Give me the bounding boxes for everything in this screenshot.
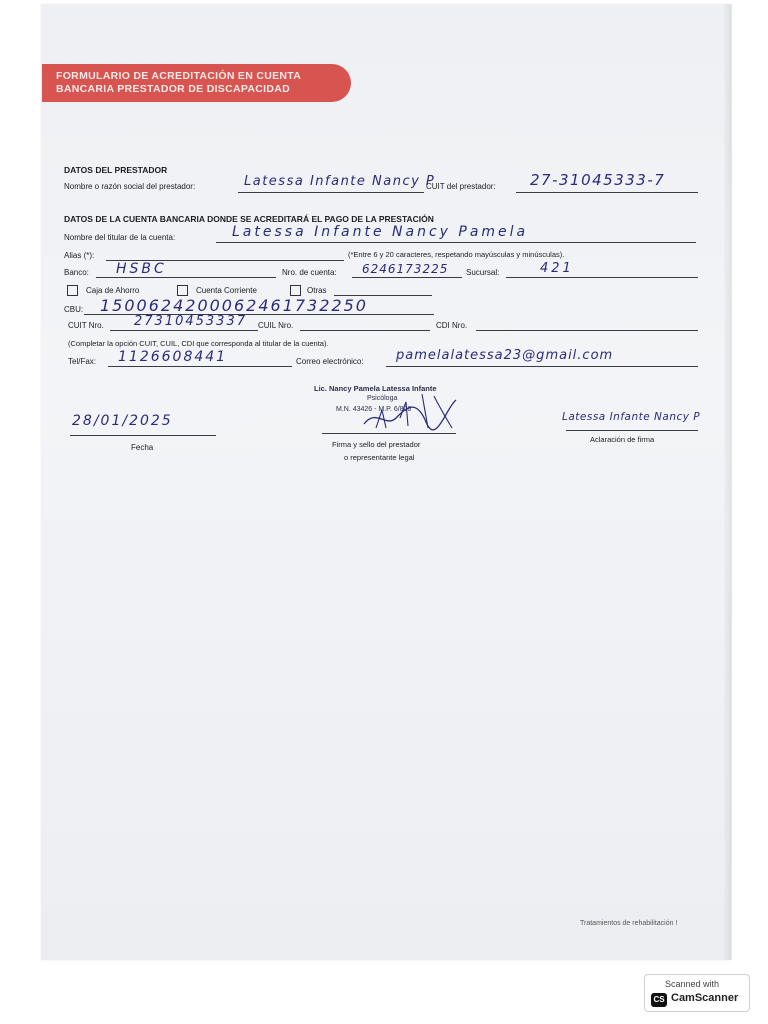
fecha-label: Fecha — [131, 443, 154, 452]
nro-cuenta-line — [352, 277, 462, 278]
page-edge-shadow — [724, 4, 732, 960]
banco-label: Banco: — [64, 268, 89, 277]
fecha-value[interactable]: 28/01/2025 — [72, 413, 173, 429]
form-title-line1: FORMULARIO DE ACREDITACIÓN EN CUENTA — [56, 70, 302, 82]
cuil-label: CUIL Nro. — [258, 321, 294, 330]
completar-note: (Completar la opción CUIT, CUIL, CDI que corresponda al titular de la cuenta). — [68, 339, 329, 348]
section-title-cuenta: DATOS DE LA CUENTA BANCARIA DONDE SE ACREDITARÁ EL PAGO DE LA PRESTACIÓN — [64, 214, 434, 224]
section-title-prestador: DATOS DEL PRESTADOR — [64, 165, 168, 175]
cdi-line[interactable] — [476, 330, 698, 331]
tel-value[interactable]: 1126608441 — [118, 349, 228, 365]
fecha-line — [70, 435, 216, 436]
checkbox-caja-ahorro[interactable] — [67, 285, 78, 296]
prestador-cuit-label: CUIT del prestador: — [426, 182, 496, 191]
stamp-line1: Lic. Nancy Pamela Latessa Infante — [314, 384, 437, 393]
email-line — [386, 366, 698, 367]
tel-line — [108, 366, 292, 367]
firma-line[interactable] — [322, 433, 456, 434]
firma-label-2: o representante legal — [344, 453, 415, 462]
email-label: Correo electrónico: — [296, 357, 364, 366]
firma-label-1: Firma y sello del prestador — [332, 440, 421, 449]
camscanner-scanned-with: Scanned with — [665, 979, 720, 989]
cdi-label: CDI Nro. — [436, 321, 468, 330]
prestador-name-label: Nombre o razón social del prestador: — [64, 182, 196, 191]
stamp-line2: Psicóloga — [367, 395, 398, 402]
titular-value[interactable]: Latessa Infante Nancy Pamela — [232, 224, 529, 240]
signature-scribble — [356, 388, 466, 438]
sucursal-value[interactable]: 421 — [540, 261, 574, 276]
titular-label: Nombre del titular de la cuenta: — [64, 233, 176, 242]
prestador-cuit-value[interactable]: 27-31045333-7 — [530, 171, 666, 189]
aclaracion-value[interactable]: Latessa Infante Nancy P — [562, 411, 701, 423]
camscanner-logo-icon: CS — [651, 993, 667, 1007]
checkbox-caja-ahorro-label: Caja de Ahorro — [86, 286, 140, 295]
sucursal-label: Sucursal: — [466, 268, 500, 277]
alias-note: (*Entre 6 y 20 caracteres, respetando mayúsculas y minúsculas). — [348, 250, 565, 259]
banco-line — [96, 277, 276, 278]
titular-line — [216, 242, 696, 243]
cbu-value[interactable]: 1500624200062461732250 — [100, 296, 368, 315]
form-title-line2: BANCARIA PRESTADOR DE DISCAPACIDAD — [56, 83, 291, 95]
cuit-nro-value[interactable]: 27310453337 — [134, 314, 247, 329]
document-page — [41, 4, 731, 960]
alias-label: Alias (*): — [64, 251, 95, 260]
checkbox-otras-label: Otras — [307, 286, 327, 295]
prestador-name-value[interactable]: Latessa Infante Nancy P — [244, 174, 436, 189]
checkbox-cuenta-corriente[interactable] — [177, 285, 188, 296]
cuil-line[interactable] — [300, 330, 430, 331]
email-value[interactable]: pamelalatessa23@gmail.com — [396, 348, 614, 363]
cbu-label: CBU: — [64, 305, 84, 314]
nro-cuenta-label: Nro. de cuenta: — [282, 268, 337, 277]
aclaracion-label: Aclaración de firma — [590, 435, 655, 444]
form-title-banner — [42, 64, 351, 102]
nro-cuenta-value[interactable]: 6246173225 — [362, 262, 449, 276]
prestador-cuit-line — [516, 192, 698, 193]
camscanner-badge — [644, 974, 750, 1012]
stamp-line3: M.N. 43426 - M.P. 6/808 — [336, 406, 412, 413]
tel-label: Tel/Fax: — [68, 357, 97, 366]
footer-text: Tratamientos de rehabilitación ! — [580, 920, 678, 927]
aclaracion-line — [566, 430, 698, 431]
cuit-nro-line — [110, 330, 258, 331]
camscanner-name: CamScanner — [671, 992, 739, 1004]
cuit-nro-label: CUIT Nro. — [68, 321, 104, 330]
checkbox-otras[interactable] — [290, 285, 301, 296]
banco-value[interactable]: HSBC — [116, 261, 167, 277]
prestador-name-line — [238, 192, 424, 193]
checkbox-cuenta-corriente-label: Cuenta Corriente — [196, 286, 257, 295]
sucursal-line — [506, 277, 698, 278]
